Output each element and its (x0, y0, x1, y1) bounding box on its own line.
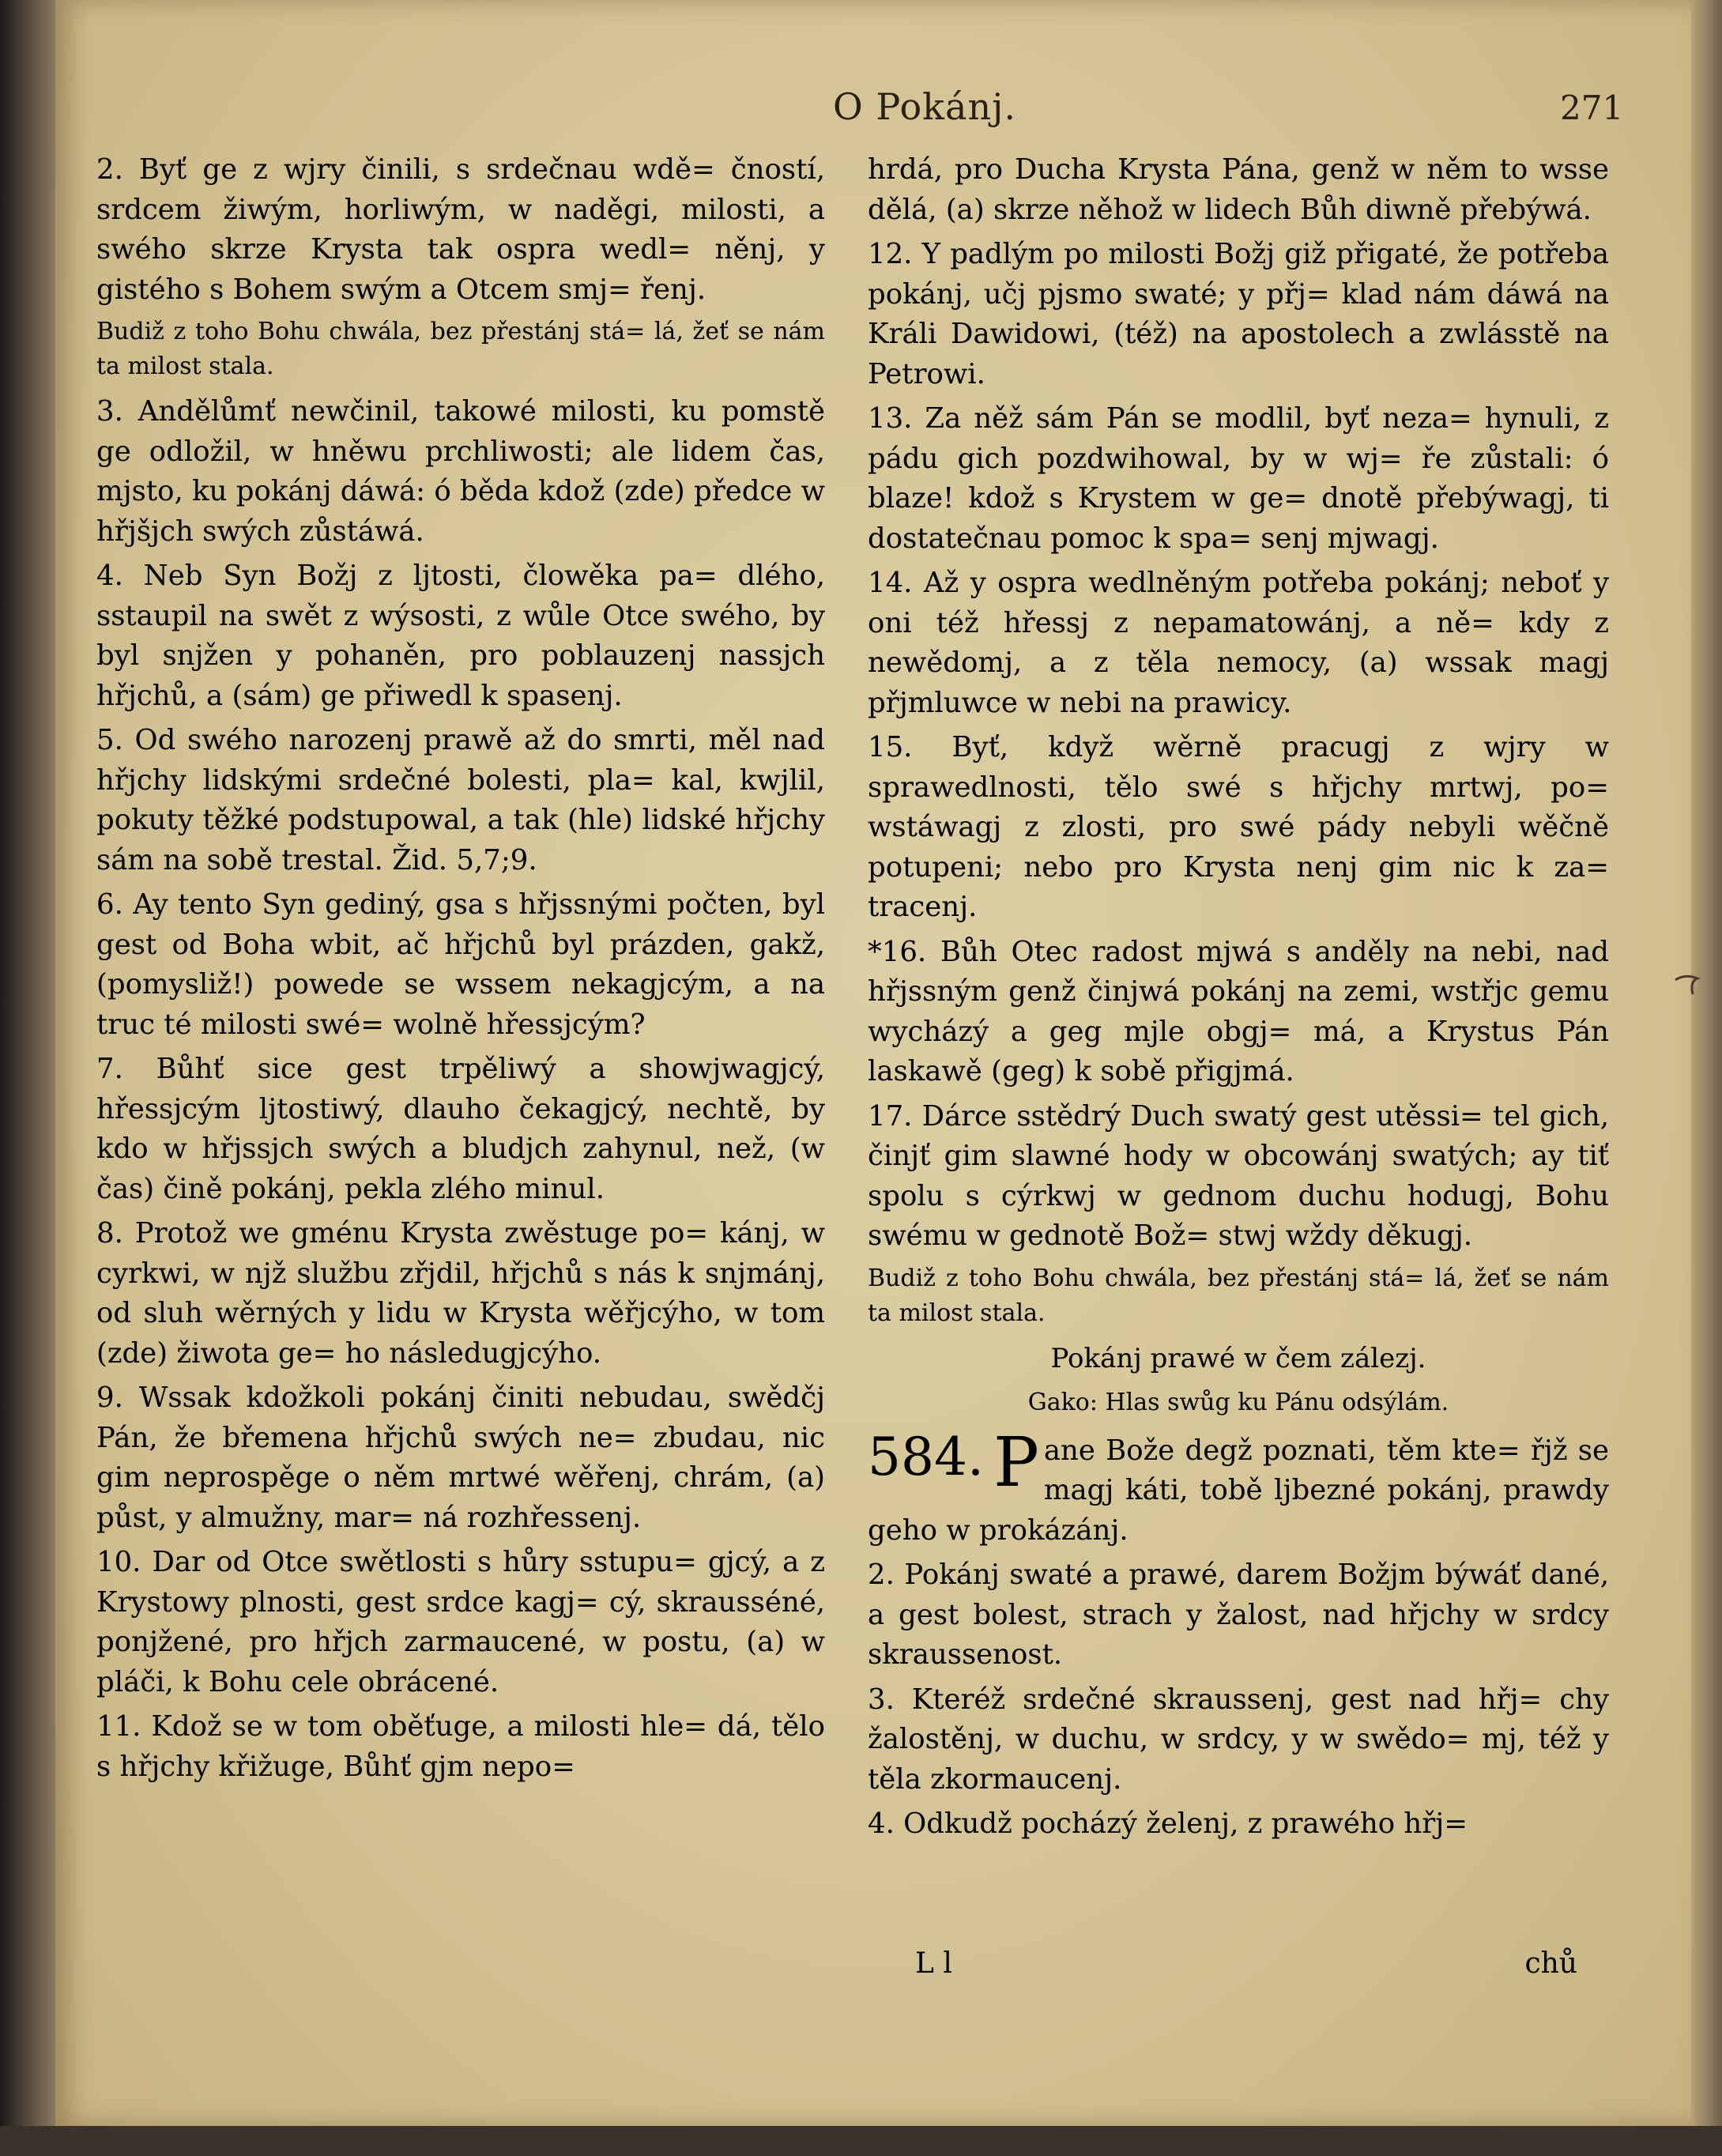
verse-10: 10. Dar od Otce swětlosti s hůry sstupu= gjcý, a z Krystowy plnosti, gest srdce kagj= cý, skrausséné, ponjžené, pro hřjch zarmaucené, w postu, (a) w pláči, k Bohu cele obrácené. (96, 1546, 825, 1698)
verse-6: 6. Ay tento Syn gediný, gsa s hřjssnými počten, byl gest od Boha wbit, ač hřjchů byl prázden, gakž, (pomysliž!) powede se wssem nekagjcým, a na truc té milosti swé= wolně hřessjcým? (96, 888, 825, 1041)
verse-8: 8. Protož we gménu Krysta zwěstuge po= kánj, w cyrkwi, w njž službu zřjdil, hřjchů s nás k snjmánj, od sluh wěrných y lidu w Krysta wěřjcýho, w tom (zde) žiwota ge= ho následugjcýho. (96, 1217, 825, 1370)
drop-cap: P (993, 1423, 1039, 1502)
book-gutter (0, 0, 55, 2156)
hymn-584-verse-4: 4. Odkudž pocházý želenj, z prawého hřj= (868, 1807, 1468, 1840)
verse-15: 15. Byť, když wěrně pracugj z wjry w sprawedlnosti, tělo swé s hřjchy mrtwj, po= wstáwagj z zlosti, pro swé pády nebyli wěčně potupeni; nebo pro Krysta nenj gim nic k za= tracenj. (868, 731, 1609, 923)
catchword: chů (1524, 1947, 1577, 1980)
ink-mark-icon (1674, 974, 1701, 997)
verse-9: 9. Wssak kdožkoli pokánj činiti nebudau, swědčj Pán, že břemena hřjchů swých ne= zbudau, nic gim neprospěge o něm mrtwé wěřenj, chrám, (a) půst, y almužny, mar= ná rozhřessenj. (96, 1381, 825, 1534)
right-column (868, 150, 1609, 1849)
verse-7: 7. Bůhť sice gest trpěliwý a showjwagjcý, hřessjcým ljtostiwý, dlauho čekagjcý, nechtě, by kdo w hřjssjch swých a bludjch zahynul, než, (w čas) čině pokánj, pekla zlého minul. (96, 1053, 825, 1205)
refrain: Budiž z toho Bohu chwála, bez přestánj stá= lá, žeť se nám ta milost stala. (868, 1264, 1609, 1327)
signature-mark: L l (915, 1947, 952, 1980)
scan-bottom-edge (0, 2126, 1722, 2156)
verse-11-continued: hrdá, pro Ducha Krysta Pána, genž w něm to wsse dělá, (a) skrze něhož w lidech Bůh diwně přebýwá. (868, 153, 1609, 226)
hymn-title: Pokánj prawé w čem zálezj. (1050, 1342, 1426, 1374)
verse-11: 11. Kdož se w tom oběťuge, a milosti hle= dá, tělo s hřjchy křižuge, Bůhť gjm nepo= (96, 1710, 825, 1783)
hymn-584-verse-3: 3. Kteréž srdečné skraussenj, gest nad hřj= chy žalostěnj, w duchu, w srdcy, y w swědo= mj, též y těla zkormaucenj. (868, 1683, 1609, 1796)
hymn-584-verse-1 (868, 1423, 1609, 1551)
verse-12: 12. Y padlým po milosti Božj giž přigaté, že potřeba pokánj, učj pjsmo swaté; y přj= klad nám dáwá na Králi Dawidowi, (též) na apostolech a zwlásstě na Petrowi. (868, 238, 1609, 390)
verse-13: 13. Za něž sám Pán se modlil, byť neza= hynuli, z pádu gich pozdwihowal, by w wj= ře zůstali: ó blaze! kdož s Krystem w ge= dnotě přebýwagj, ti dostatečnau pomoc k spa= senj mjwagj. (868, 402, 1609, 555)
verse-17: 17. Dárce sstědrý Duch swatý gest utěssi= tel gich, činjť gim slawné hody w obcowánj swatých; ay tiť spolu s cýrkwj w gednom duchu hodugj, Bohu swému w gednotě Bož= stwj wždy děkugj. (868, 1099, 1609, 1252)
left-column (96, 150, 825, 1792)
hymn-584-verse-2: 2. Pokánj swaté a prawé, darem Božjm býwáť dané, a gest bolest, strach y žalost, nad hřjchy w srdcy skraussenost. (868, 1559, 1609, 1671)
verse-5: 5. Od swého narozenj prawě až do smrti, měl nad hřjchy lidskými srdečné bolesti, pla= kal, kwjlil, pokuty těžké podstupowal, a tak (hle) lidské hřjchy sám na sobě trestal. Žid. 5,7;9. (96, 724, 825, 876)
page-edge (1691, 0, 1722, 2126)
verse-16: *16. Bůh Otec radost mjwá s anděly na nebi, nad hřjssným genž činjwá pokánj na zemi, wstřjc gemu wycházý a geg mjle obgj= má, a Krystus Pán laskawě (geg) k sobě přigjmá. (868, 935, 1609, 1087)
verse-4: 4. Neb Syn Božj z ljtosti, člowěka pa= dlého, sstaupil na swět z wýsosti, z wůle Otce swého, by byl snjžen y pohaněn, pro poblauzenj nassjch hřjchů, a (sám) ge přiwedl k spasenj. (96, 560, 825, 712)
hymn-number: 584. (868, 1426, 984, 1487)
page-number: 271 (1560, 89, 1624, 127)
running-head: O Pokánj. (833, 85, 1016, 128)
refrain: Budiž z toho Bohu chwála, bez přestánj stá= lá, žeť se nám ta milost stala. (96, 318, 825, 380)
verse-text: ane Bože degž poznati, těm kte= řjž se magj káti, tobě ljbezné pokánj, prawdy geho w prokázánj. (868, 1434, 1609, 1547)
verse-3: 3. Andělůmť newčinil, takowé milosti, ku pomstě ge odložil, w hněwu prchliwosti; ale lidem čas, mjsto, ku pokánj dáwá: ó běda kdož (zde) předce w hřjšjch swých zůstáwá. (96, 395, 825, 548)
melody-note: Gako: Hlas swůg ku Pánu odsýlám. (1027, 1389, 1449, 1416)
verse-2: 2. Byť ge z wjry činili, s srdečnau wdě= čností, srdcem žiwým, horliwým, w naděgi, milosti, a swého skrze Krysta tak ospra wedl= něnj, y gistého s Bohem swým a Otcem smj= řenj. (96, 153, 825, 306)
verse-14: 14. Až y ospra wedlněným potřeba pokánj; neboť y oni též hřessj z nepamatowánj, a ně= kdy z newědomj, a z těla nemocy, (a) wssak magj přjmluwce w nebi na prawicy. (868, 567, 1609, 719)
